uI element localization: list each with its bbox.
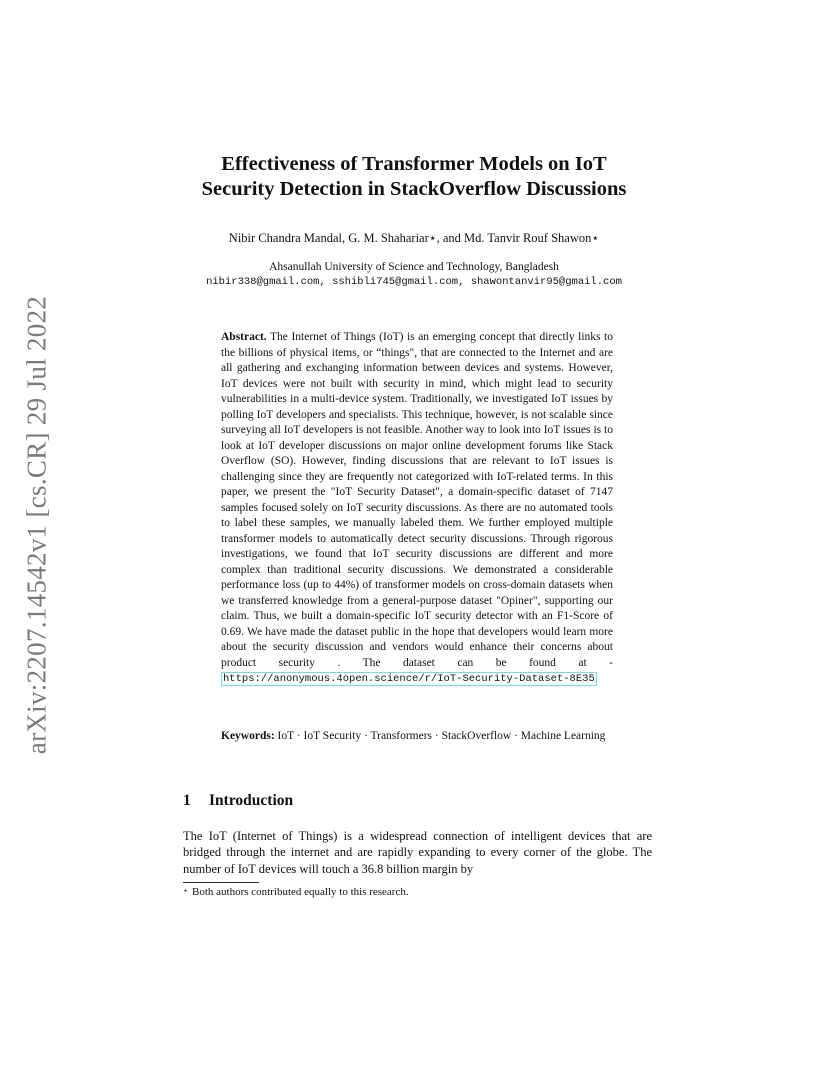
abstract — [221, 330, 613, 688]
keywords-text: IoT · IoT Security · Transformers · StackOverflow · Machine Learning — [277, 730, 606, 742]
dataset-link[interactable]: https://anonymous.4open.science/r/IoT-Security-Dataset-8E35 — [223, 673, 595, 685]
keywords-label: Keywords: — [221, 730, 275, 742]
paper-title — [150, 152, 678, 202]
footnote-text: Both authors contributed equally to this research. — [192, 886, 409, 898]
footnote-mark: ⋆ — [183, 886, 189, 895]
intro-paragraph: The IoT (Internet of Things) is a widespread connection of intelligent devices that are bridged through the internet and are rapidly expanding to every corner of the globe. The number of IoT devices will touch a 36.8 billion margin by — [183, 829, 652, 876]
section-heading — [183, 792, 293, 810]
keywords — [221, 729, 613, 745]
section-number: 1 — [183, 792, 191, 809]
affiliation: Ahsanullah University of Science and Technology, Bangladesh — [269, 261, 559, 273]
author-emails: nibir338@gmail.com, sshibli745@gmail.com, shawontanvir95@gmail.com — [206, 276, 622, 288]
title-line-1: Effectiveness of Transformer Models on IoT — [221, 153, 607, 175]
title-line-2: Security Detection in StackOverflow Discussions — [201, 178, 627, 200]
author-list: Nibir Chandra Mandal, G. M. Shahariar⋆, and Md. Tanvir Rouf Shawon⋆ — [228, 231, 600, 245]
arxiv-identifier: arXiv:2207.14542v1 [cs.CR] 29 Jul 2022 — [21, 295, 52, 755]
footnote-rule — [183, 882, 259, 883]
arxiv-sidebar — [22, 290, 52, 760]
footnote — [183, 886, 409, 898]
section-title: Introduction — [209, 792, 294, 809]
abstract-label: Abstract. — [221, 331, 267, 343]
abstract-text: The Internet of Things (IoT) is an emerging concept that directly links to the billions of physical items, or “things", that are connected to the Internet and are all gathering and exchanging information between devices and systems. However, IoT devices were not built with security in mind, which might lead to security vulnerabilities in a multi-device system. Traditionally, we investigated IoT issues by polling IoT developers and specialists. This technique, however, is not scalable since surveying all IoT developers is not feasible. Another way to look into IoT issues is to look at IoT developer discussions on major online development forums like Stack Overflow (SO). However, finding discussions that are relevant to IoT issues is challenging since they are frequently not categorized with IoT-related terms. In this paper, we present the "IoT Security Dataset", a domain-specific dataset of 7147 samples focused solely on IoT security discussions. As there are no automated tools to label these samples, we manually labeled them. We further employed multiple transformer models to automatically detect security discussions. Through rigorous investigations, we found that IoT security discussions are different and more complex than traditional security discussions. We demonstrated a considerable performance loss (up to 44%) of transformer models on cross-domain datasets when we transferred knowledge from a general-purpose dataset "Opiner", supporting our claim. Thus, we built a domain-specific IoT security detector with an F1-Score of 0.69. We have made the dataset public in the hope that developers would learn more about the security discussion and vendors would enhance their concerns about product security . The dataset can be found at - — [221, 331, 613, 669]
affiliation-block — [150, 260, 678, 290]
